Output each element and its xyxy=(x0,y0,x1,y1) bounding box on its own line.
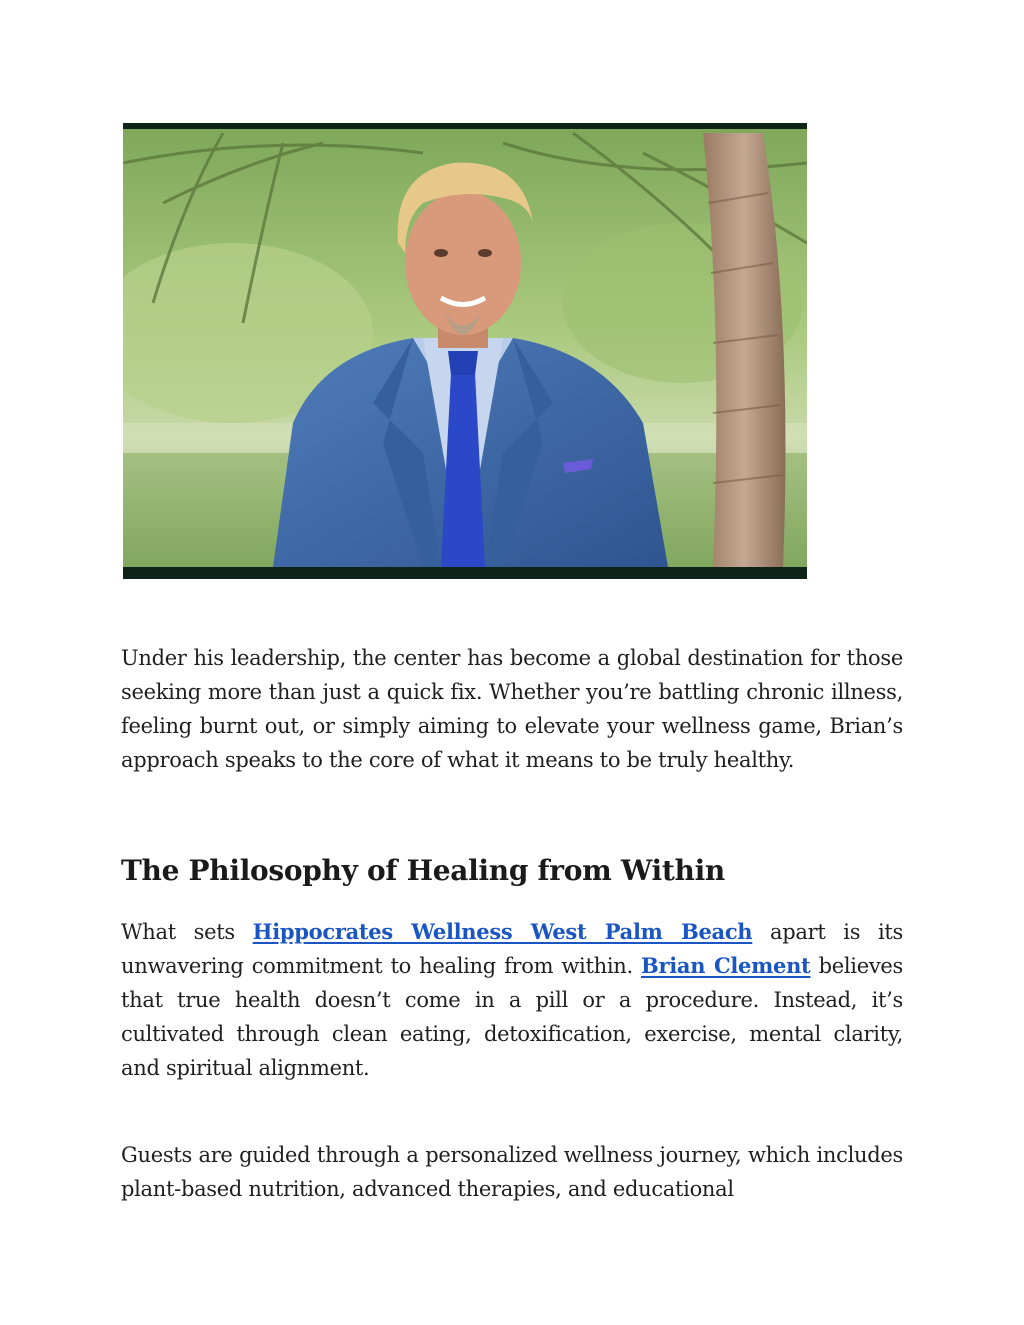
section-heading: The Philosophy of Healing from Within xyxy=(121,854,725,887)
hippocrates-wellness-link[interactable]: Hippocrates Wellness West Palm Beach xyxy=(252,919,753,944)
intro-paragraph: Under his leadership, the center has become a global destination for those seeking more than just a quick fix. Whether you’re battling chronic illness, feeling burnt out, or simply aiming to elevate your wellness game, Brian’s approach speaks to the core of what it means to be truly healthy. xyxy=(121,646,903,772)
paragraph-text: apart is its unwavering commitment to healing from within. xyxy=(121,920,904,978)
philosophy-paragraph xyxy=(121,915,903,1085)
portrait-illustration xyxy=(123,123,807,579)
paragraph-text: What sets xyxy=(121,920,253,944)
guests-paragraph: Guests are guided through a personalized wellness journey, which includes plant-based nutrition, advanced therapies, and educational xyxy=(121,1143,903,1201)
paragraph-text: believes that true health doesn’t come in a pill or a procedure. Instead, it’s cultivated through clean eating, detoxification, exercise, mental clarity, and spiritual alignment. xyxy=(121,954,903,1080)
portrait-photo xyxy=(123,123,807,579)
brian-clement-link[interactable]: Brian Clement xyxy=(641,953,811,978)
